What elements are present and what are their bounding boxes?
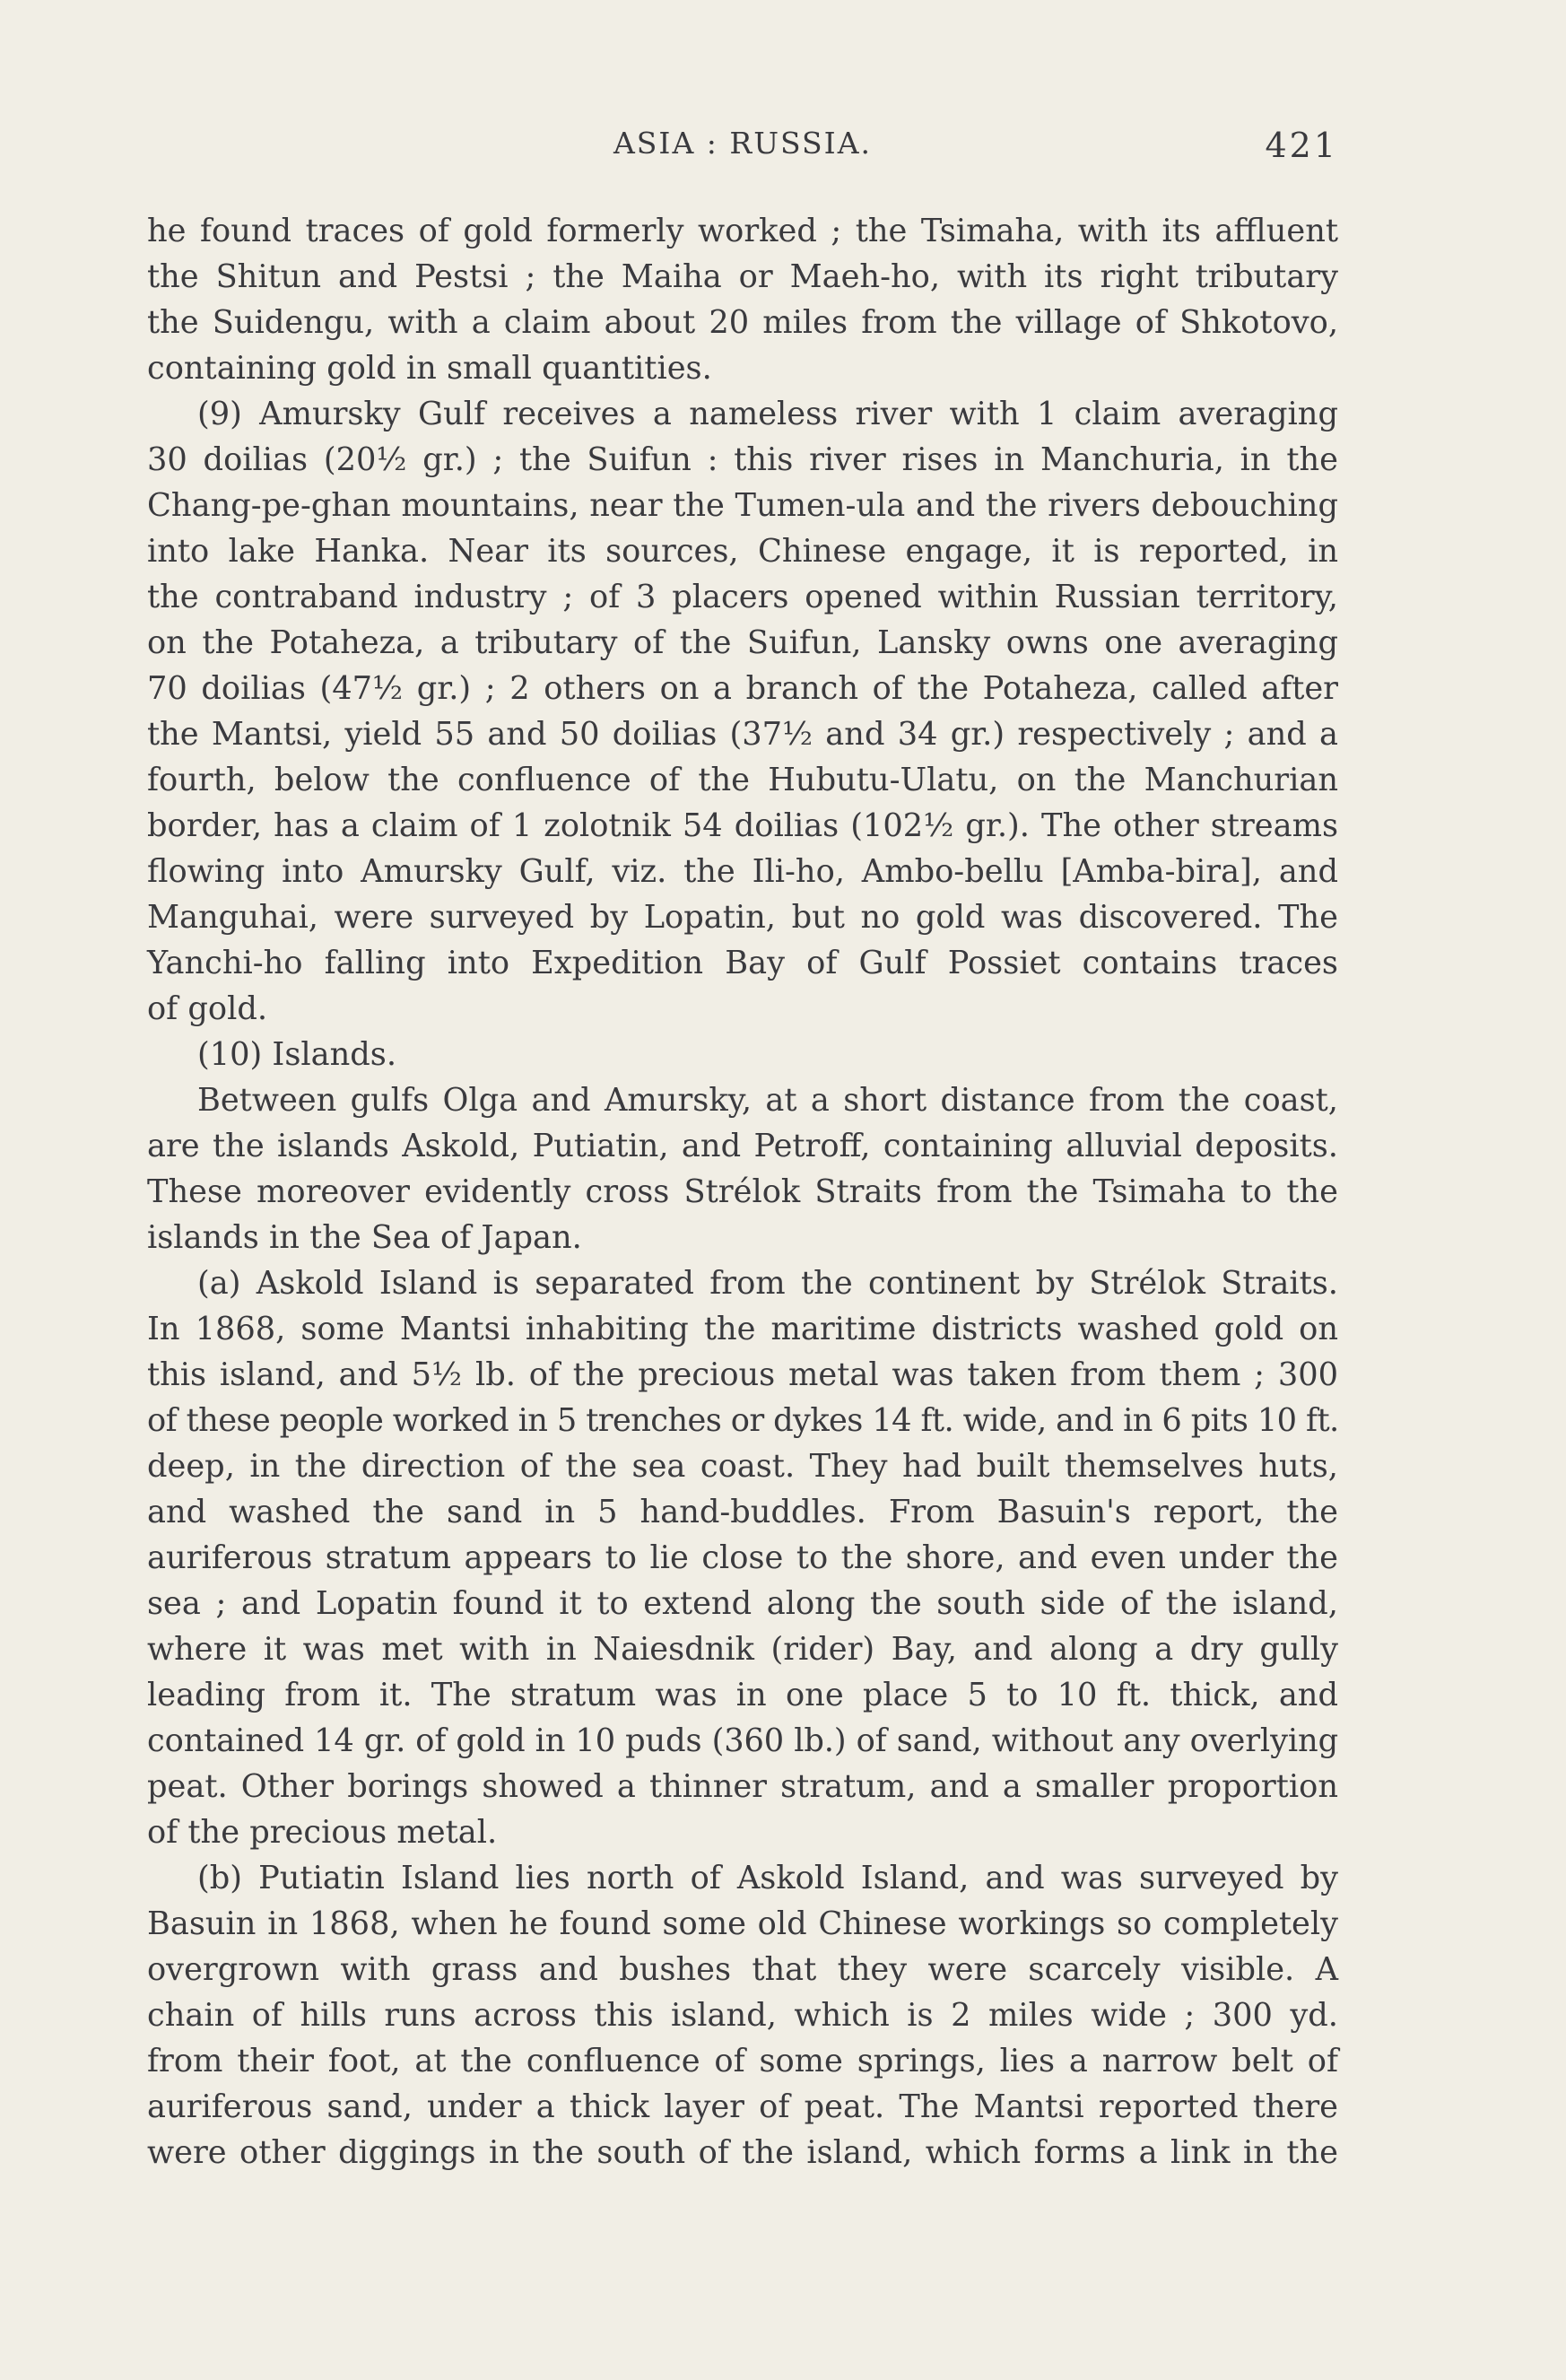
text-line: containing gold in small quantities. (147, 350, 712, 387)
text-line: on the Potaheza, a tributary of the Suifun, Lansky owns one averaging (147, 624, 1338, 661)
section-heading: (10) Islands. (197, 1036, 397, 1073)
text-line: (b) Putiatin Island lies north of Askold Island, and was surveyed by (197, 1860, 1338, 1896)
body-text (147, 208, 1338, 2175)
text-line: of these people worked in 5 trenches or dykes 14 ft. wide, and in 6 pits 10 ft. (147, 1402, 1339, 1439)
text-line: into lake Hanka. Near its sources, Chinese engage, it is reported, in (147, 533, 1338, 570)
page-number: 421 (1265, 126, 1338, 165)
text-line: 70 doilias (47½ gr.) ; 2 others on a branch of the Potaheza, called after (147, 670, 1338, 707)
text-line: fourth, below the confluence of the Hubutu-Ulatu, on the Manchurian (147, 762, 1338, 798)
text-line: Chang-pe-ghan mountains, near the Tumen-ula and the rivers debouching (147, 487, 1338, 524)
running-head: ASIA : RUSSIA. (613, 126, 873, 161)
text-line: the Shitun and Pestsi ; the Maiha or Maeh-ho, with its right tributary (147, 258, 1338, 295)
text-line: of the precious metal. (147, 1814, 498, 1851)
text-line: In 1868, some Mantsi inhabiting the maritime districts washed gold on (147, 1311, 1338, 1347)
text-line: peat. Other borings showed a thinner stratum, and a smaller proportion (147, 1768, 1338, 1805)
text-line: islands in the Sea of Japan. (147, 1219, 582, 1256)
page-header (147, 126, 1338, 170)
text-line: he found traces of gold formerly worked ; the Tsimaha, with its affluent (147, 213, 1338, 249)
text-line: Yanchi-ho falling into Expedition Bay of Gulf Possiet contains traces (147, 945, 1338, 981)
paragraph (147, 391, 1338, 1032)
text-line: Basuin in 1868, when he found some old Chinese workings so completely (147, 1905, 1338, 1942)
text-line: These moreover evidently cross Strélok Straits from the Tsimaha to the (147, 1173, 1338, 1210)
paragraph (147, 1855, 1338, 2175)
text-line: chain of hills runs across this island, which is 2 miles wide ; 300 yd. (147, 1997, 1338, 2034)
text-line: Manguhai, were surveyed by Lopatin, but no gold was discovered. The (147, 899, 1338, 936)
text-line: auriferous stratum appears to lie close to the shore, and even under the (147, 1539, 1338, 1576)
text-line: of gold. (147, 990, 268, 1027)
text-line: contained 14 gr. of gold in 10 puds (360 lb.) of sand, without any overlying (147, 1722, 1338, 1759)
text-line: sea ; and Lopatin found it to extend along the south side of the island, (147, 1585, 1338, 1622)
text-line: the contraband industry ; of 3 placers opened within Russian territory, (147, 579, 1338, 615)
text-line: and washed the sand in 5 hand-buddles. From Basuin's report, the (147, 1494, 1338, 1530)
text-line: the Mantsi, yield 55 and 50 doilias (37½ and 34 gr.) respectively ; and a (147, 716, 1338, 753)
text-line: overgrown with grass and bushes that they were scarcely visible. A (147, 1951, 1338, 1988)
text-line: where it was met with in Naiesdnik (rider) Bay, and along a dry gully (147, 1631, 1338, 1668)
text-line: deep, in the direction of the sea coast. They had built themselves huts, (147, 1448, 1338, 1485)
text-line: were other diggings in the south of the island, which forms a link in the (147, 2134, 1338, 2171)
paragraph (147, 1032, 1338, 1077)
text-line: auriferous sand, under a thick layer of peat. The Mantsi reported there (147, 2088, 1338, 2125)
text-line: border, has a claim of 1 zolotnik 54 doilias (102½ gr.). The other streams (147, 807, 1338, 844)
text-line: are the islands Askold, Putiatin, and Petroff, containing alluvial deposits. (147, 1128, 1338, 1164)
text-line: the Suidengu, with a claim about 20 miles from the village of Shkotovo, (147, 304, 1338, 341)
paragraph (147, 1077, 1338, 1260)
text-line: Between gulfs Olga and Amursky, at a short distance from the coast, (197, 1082, 1338, 1119)
text-line: from their foot, at the confluence of some springs, lies a narrow belt of (147, 2043, 1338, 2079)
paragraph (147, 208, 1338, 391)
text-line: (a) Askold Island is separated from the continent by Strélok Straits. (197, 1265, 1338, 1302)
paragraph (147, 1260, 1338, 1855)
text-line: flowing into Amursky Gulf, viz. the Ili-ho, Ambo-bellu [Amba-bira], and (147, 853, 1338, 890)
text-line: 30 doilias (20½ gr.) ; the Suifun : this river rises in Manchuria, in the (147, 441, 1338, 478)
text-line: leading from it. The stratum was in one place 5 to 10 ft. thick, and (147, 1677, 1338, 1713)
text-line: this island, and 5½ lb. of the precious metal was taken from them ; 300 (147, 1356, 1338, 1393)
text-line: (9) Amursky Gulf receives a nameless river with 1 claim averaging (197, 396, 1338, 432)
